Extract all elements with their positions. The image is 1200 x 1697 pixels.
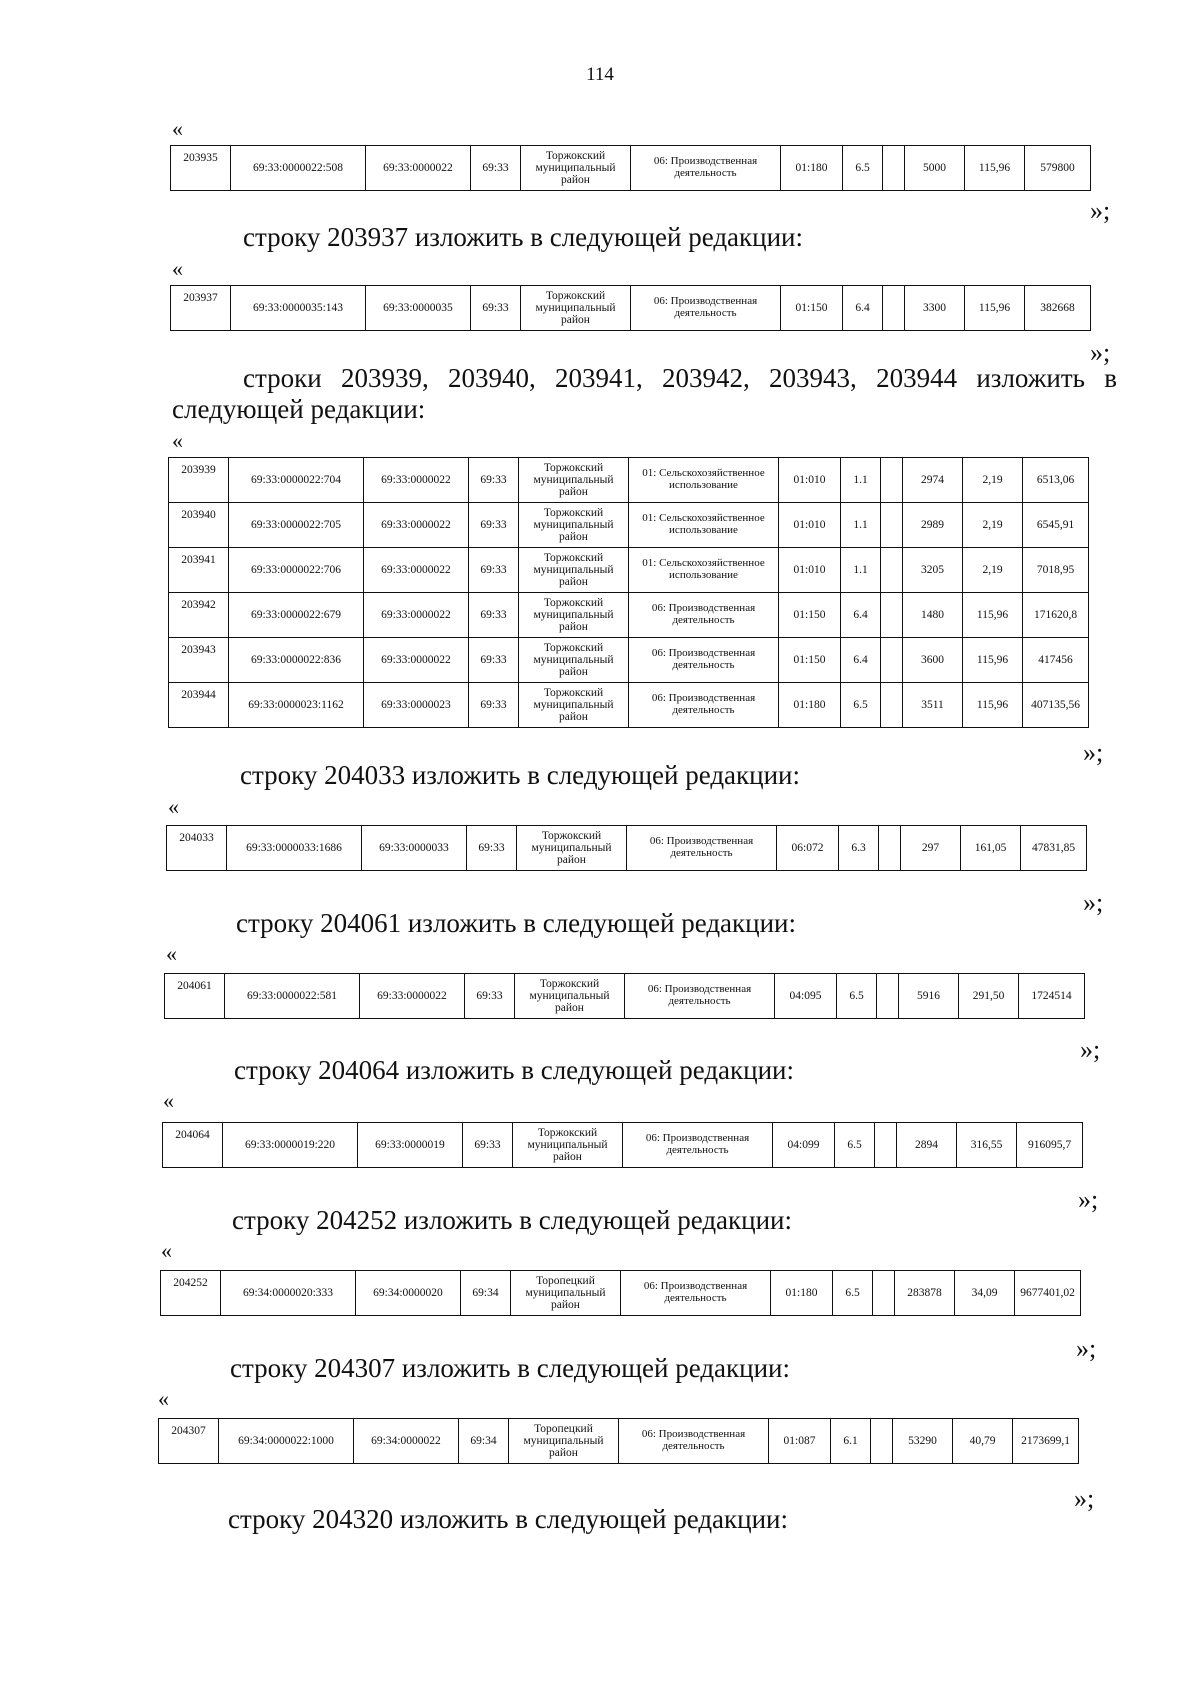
cell-cad: 69:34:0000020:333 <box>221 1271 356 1316</box>
cell-area: 5000 <box>905 146 965 191</box>
cell-code: 69:33 <box>467 826 517 871</box>
cell-quarter: 69:33:0000022 <box>366 146 471 191</box>
cell-value: 9677401,02 <box>1015 1271 1081 1316</box>
cell-code: 69:33 <box>469 638 519 683</box>
cell-use: 06: Производственная деятельность <box>621 1271 771 1316</box>
open-quote: « <box>172 116 183 141</box>
cell-district: Торопецкий муниципальный район <box>511 1271 621 1316</box>
cell-sub: 01:180 <box>771 1271 833 1316</box>
cell-rate: 161,05 <box>961 826 1021 871</box>
register-table <box>158 1418 1079 1464</box>
cell-use: 06: Производственная деятельность <box>627 826 777 871</box>
cell-grp: 6.5 <box>841 683 881 728</box>
cell-grp: 6.5 <box>835 1123 875 1168</box>
open-quote: « <box>158 1386 169 1411</box>
cell-sub: 01:150 <box>779 593 841 638</box>
cell-id: 203944 <box>169 683 229 728</box>
cell-value: 6545,91 <box>1023 503 1089 548</box>
table-row <box>159 1419 1079 1464</box>
cell-blank <box>881 458 903 503</box>
cell-cad: 69:33:0000035:143 <box>231 286 366 331</box>
section-heading: строку 204307 изложить в следующей редакции: <box>230 1353 791 1383</box>
cell-area: 2989 <box>903 503 963 548</box>
cell-quarter: 69:33:0000022 <box>364 593 469 638</box>
cell-grp: 1.1 <box>841 548 881 593</box>
open-quote: « <box>161 1238 172 1263</box>
section-heading: строку 204252 изложить в следующей редакции: <box>232 1205 793 1235</box>
cell-cad: 69:33:0000022:508 <box>231 146 366 191</box>
cell-value: 47831,85 <box>1021 826 1087 871</box>
register-table <box>162 1122 1083 1168</box>
cell-grp: 6.5 <box>843 146 883 191</box>
cell-id: 203942 <box>169 593 229 638</box>
cell-area: 3205 <box>903 548 963 593</box>
cell-sub: 04:099 <box>773 1123 835 1168</box>
cell-blank <box>881 683 903 728</box>
table-row <box>169 458 1089 503</box>
cell-blank <box>883 286 905 331</box>
cell-cad: 69:33:0000033:1686 <box>227 826 362 871</box>
cell-rate: 316,55 <box>957 1123 1017 1168</box>
cell-quarter: 69:33:0000033 <box>362 826 467 871</box>
cell-blank <box>877 974 899 1019</box>
cell-code: 69:33 <box>469 548 519 593</box>
close-quote: »; <box>1074 1484 1095 1513</box>
cell-area: 3511 <box>903 683 963 728</box>
cell-quarter: 69:34:0000020 <box>356 1271 461 1316</box>
section-heading: строку 204061 изложить в следующей редакции: <box>236 908 797 938</box>
table-row <box>169 683 1089 728</box>
table-row <box>169 593 1089 638</box>
cell-sub: 01:150 <box>779 638 841 683</box>
section-heading: строку 203937 изложить в следующей редакции: <box>243 222 804 252</box>
section-heading: строку 204064 изложить в следующей редакции: <box>234 1055 795 1085</box>
cell-district: Торжокский муниципальный район <box>517 826 627 871</box>
cell-blank <box>879 826 901 871</box>
cell-grp: 6.4 <box>843 286 883 331</box>
cell-code: 69:33 <box>469 503 519 548</box>
cell-value: 407135,56 <box>1023 683 1089 728</box>
cell-code: 69:33 <box>465 974 515 1019</box>
cell-rate: 115,96 <box>963 683 1023 728</box>
cell-area: 283878 <box>895 1271 955 1316</box>
cell-code: 69:33 <box>469 683 519 728</box>
cell-quarter: 69:33:0000022 <box>364 638 469 683</box>
cell-grp: 6.5 <box>833 1271 873 1316</box>
cell-cad: 69:33:0000022:705 <box>229 503 364 548</box>
cell-quarter: 69:33:0000022 <box>364 458 469 503</box>
cell-cad: 69:33:0000023:1162 <box>229 683 364 728</box>
cell-sub: 01:087 <box>769 1419 831 1464</box>
cell-cad: 69:33:0000022:679 <box>229 593 364 638</box>
cell-rate: 2,19 <box>963 503 1023 548</box>
close-quote: »; <box>1080 1035 1101 1064</box>
cell-code: 69:33 <box>471 286 521 331</box>
table-row <box>171 146 1091 191</box>
cell-id: 203935 <box>171 146 231 191</box>
cell-blank <box>871 1419 893 1464</box>
cell-blank <box>881 638 903 683</box>
cell-rate: 115,96 <box>965 286 1025 331</box>
cell-blank <box>875 1123 897 1168</box>
register-table <box>170 285 1091 331</box>
cell-code: 69:33 <box>469 458 519 503</box>
cell-sub: 01:010 <box>779 458 841 503</box>
open-quote: « <box>168 794 179 819</box>
close-quote: »; <box>1090 196 1111 225</box>
cell-cad: 69:33:0000022:581 <box>225 974 360 1019</box>
cell-rate: 2,19 <box>963 548 1023 593</box>
cell-district: Торжокский муниципальный район <box>519 503 629 548</box>
cell-use: 06: Производственная деятельность <box>619 1419 769 1464</box>
cell-grp: 1.1 <box>841 458 881 503</box>
cell-district: Торжокский муниципальный район <box>519 638 629 683</box>
close-quote: »; <box>1090 338 1111 367</box>
cell-code: 69:34 <box>459 1419 509 1464</box>
table-row <box>161 1271 1081 1316</box>
cell-id: 203939 <box>169 458 229 503</box>
table-row <box>163 1123 1083 1168</box>
cell-sub: 04:095 <box>775 974 837 1019</box>
cell-district: Торжокский муниципальный район <box>519 548 629 593</box>
cell-code: 69:33 <box>463 1123 513 1168</box>
cell-id: 204307 <box>159 1419 219 1464</box>
cell-district: Торжокский муниципальный район <box>519 683 629 728</box>
cell-area: 2974 <box>903 458 963 503</box>
cell-grp: 6.5 <box>837 974 877 1019</box>
cell-code: 69:33 <box>469 593 519 638</box>
open-quote: « <box>172 256 183 281</box>
register-table <box>166 825 1087 871</box>
cell-rate: 115,96 <box>965 146 1025 191</box>
table-row <box>169 548 1089 593</box>
cell-value: 417456 <box>1023 638 1089 683</box>
cell-quarter: 69:33:0000022 <box>364 548 469 593</box>
cell-cad: 69:33:0000022:706 <box>229 548 364 593</box>
close-quote: »; <box>1083 888 1104 917</box>
cell-blank <box>873 1271 895 1316</box>
register-table <box>168 457 1089 728</box>
cell-sub: 01:150 <box>781 286 843 331</box>
cell-district: Торжокский муниципальный район <box>519 458 629 503</box>
cell-quarter: 69:33:0000022 <box>364 503 469 548</box>
open-quote: « <box>163 1088 174 1113</box>
cell-district: Торжокский муниципальный район <box>513 1123 623 1168</box>
cell-area: 3300 <box>905 286 965 331</box>
table-row <box>169 503 1089 548</box>
cell-blank <box>883 146 905 191</box>
cell-rate: 115,96 <box>963 593 1023 638</box>
cell-id: 203937 <box>171 286 231 331</box>
cell-area: 2894 <box>897 1123 957 1168</box>
close-quote: »; <box>1083 738 1104 767</box>
table-row <box>167 826 1087 871</box>
cell-id: 203941 <box>169 548 229 593</box>
cell-code: 69:34 <box>461 1271 511 1316</box>
cell-use: 01: Сельскохозяйственное использование <box>629 548 779 593</box>
cell-cad: 69:33:0000022:836 <box>229 638 364 683</box>
cell-id: 204033 <box>167 826 227 871</box>
cell-district: Торопецкий муниципальный район <box>509 1419 619 1464</box>
cell-id: 203943 <box>169 638 229 683</box>
cell-rate: 2,19 <box>963 458 1023 503</box>
cell-value: 6513,06 <box>1023 458 1089 503</box>
register-table <box>170 145 1091 191</box>
cell-quarter: 69:33:0000019 <box>358 1123 463 1168</box>
cell-grp: 6.1 <box>831 1419 871 1464</box>
cell-area: 3600 <box>903 638 963 683</box>
cell-district: Торжокский муниципальный район <box>521 146 631 191</box>
cell-blank <box>881 593 903 638</box>
cell-rate: 40,79 <box>953 1419 1013 1464</box>
table-row <box>169 638 1089 683</box>
cell-quarter: 69:33:0000035 <box>366 286 471 331</box>
cell-value: 579800 <box>1025 146 1091 191</box>
close-quote: »; <box>1078 1185 1099 1214</box>
cell-use: 06: Производственная деятельность <box>625 974 775 1019</box>
cell-area: 53290 <box>893 1419 953 1464</box>
cell-quarter: 69:34:0000022 <box>354 1419 459 1464</box>
cell-sub: 01:010 <box>779 503 841 548</box>
cell-use: 06: Производственная деятельность <box>629 638 779 683</box>
table-row <box>171 286 1091 331</box>
cell-grp: 6.3 <box>839 826 879 871</box>
cell-sub: 06:072 <box>777 826 839 871</box>
cell-cad: 69:33:0000019:220 <box>223 1123 358 1168</box>
register-table <box>164 973 1085 1019</box>
open-quote: « <box>166 941 177 966</box>
cell-district: Торжокский муниципальный район <box>521 286 631 331</box>
cell-grp: 6.4 <box>841 638 881 683</box>
page-number: 114 <box>586 64 614 85</box>
cell-rate: 291,50 <box>959 974 1019 1019</box>
section-heading: строки 203939, 203940, 203941, 203942, 203943, 203944 изложить в следующей редакции: <box>172 363 1117 425</box>
cell-value: 171620,8 <box>1023 593 1089 638</box>
register-table <box>160 1270 1081 1316</box>
cell-use: 06: Производственная деятельность <box>631 146 781 191</box>
cell-use: 06: Производственная деятельность <box>631 286 781 331</box>
cell-use: 06: Производственная деятельность <box>629 683 779 728</box>
section-heading: строку 204033 изложить в следующей редакции: <box>240 760 801 790</box>
cell-district: Торжокский муниципальный район <box>515 974 625 1019</box>
section-heading: строку 204320 изложить в следующей редакции: <box>228 1504 789 1534</box>
cell-sub: 01:010 <box>779 548 841 593</box>
cell-use: 01: Сельскохозяйственное использование <box>629 458 779 503</box>
cell-value: 382668 <box>1025 286 1091 331</box>
cell-id: 204061 <box>165 974 225 1019</box>
cell-id: 203940 <box>169 503 229 548</box>
cell-quarter: 69:33:0000023 <box>364 683 469 728</box>
cell-value: 1724514 <box>1019 974 1085 1019</box>
cell-area: 297 <box>901 826 961 871</box>
cell-area: 1480 <box>903 593 963 638</box>
cell-cad: 69:34:0000022:1000 <box>219 1419 354 1464</box>
cell-area: 5916 <box>899 974 959 1019</box>
cell-rate: 115,96 <box>963 638 1023 683</box>
cell-blank <box>881 548 903 593</box>
cell-id: 204064 <box>163 1123 223 1168</box>
cell-cad: 69:33:0000022:704 <box>229 458 364 503</box>
cell-grp: 6.4 <box>841 593 881 638</box>
cell-district: Торжокский муниципальный район <box>519 593 629 638</box>
cell-sub: 01:180 <box>779 683 841 728</box>
cell-sub: 01:180 <box>781 146 843 191</box>
cell-use: 01: Сельскохозяйственное использование <box>629 503 779 548</box>
cell-value: 916095,7 <box>1017 1123 1083 1168</box>
open-quote: « <box>172 428 183 453</box>
cell-code: 69:33 <box>471 146 521 191</box>
cell-quarter: 69:33:0000022 <box>360 974 465 1019</box>
close-quote: »; <box>1076 1334 1097 1363</box>
cell-id: 204252 <box>161 1271 221 1316</box>
cell-use: 06: Производственная деятельность <box>629 593 779 638</box>
cell-grp: 1.1 <box>841 503 881 548</box>
table-row <box>165 974 1085 1019</box>
cell-use: 06: Производственная деятельность <box>623 1123 773 1168</box>
cell-blank <box>881 503 903 548</box>
cell-value: 7018,95 <box>1023 548 1089 593</box>
cell-rate: 34,09 <box>955 1271 1015 1316</box>
cell-value: 2173699,1 <box>1013 1419 1079 1464</box>
